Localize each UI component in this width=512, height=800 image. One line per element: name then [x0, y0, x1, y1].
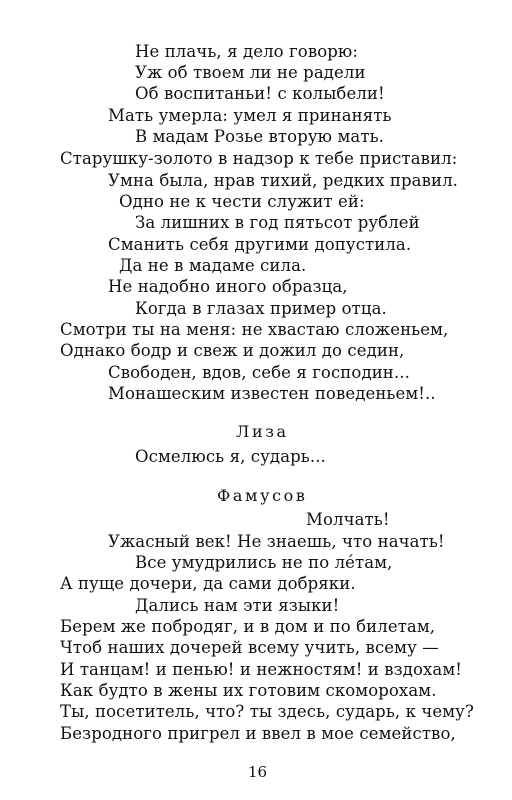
verse-line: Не плачь, я дело говорю:	[135, 41, 359, 61]
speaker-name: Лиза	[236, 422, 289, 442]
verse-line: Все умудрились не по лéтам,	[135, 552, 393, 572]
verse-line: Чтоб наших дочерей всему учить, всему —	[60, 638, 439, 658]
verse-line: Об воспитаньи! с колыбели!	[135, 84, 385, 104]
verse-line: В мадам Розье вторую мать.	[135, 127, 385, 147]
verse-line: Смотри ты на меня: не хвастаю сложеньем,	[60, 320, 449, 339]
verse-line: Ты, посетитель, что? ты здесь, сударь, к чему?	[60, 702, 474, 722]
verse-line: Мать умерла: умел я принанять	[108, 105, 392, 125]
verse-line: Когда в глазах пример отца.	[135, 298, 387, 318]
verse-line: Сманить себя другими допустила.	[108, 234, 412, 254]
verse-line: Дались нам эти языки!	[135, 595, 340, 615]
verse-line: Одно не к чести служит ей:	[119, 192, 365, 211]
verse-line: Не надобно иного образца,	[108, 277, 348, 297]
verse-line: А пуще дочери, да сами добряки.	[60, 574, 356, 594]
page-number: 16	[248, 762, 268, 781]
verse-line: Берем же побродяг, и в дом и по билетам,	[60, 616, 436, 636]
verse-line: Как будто в жены их готовим скоморохам.	[60, 680, 437, 700]
verse-line: Безродного пригрел и ввел в мое семейство,	[60, 723, 456, 743]
verse-line: Уж об твоем ли не радели	[135, 63, 366, 83]
verse-line: Однако бодр и свеж и дожил до седин,	[60, 341, 405, 361]
verse-line: Свободен, вдов, себе я господин...	[108, 362, 410, 382]
verse-line: За лишних в год пятьсот рублей	[135, 213, 420, 233]
verse-line: И танцам! и пенью! и нежностям! и вздохам!	[60, 659, 463, 679]
verse-line: Старушку-золото в надзор к тебе приставил:	[60, 149, 458, 169]
verse-line: Монашеским известен поведеньем!..	[108, 384, 436, 403]
verse-line: Умна была, нрав тихий, редких правил.	[108, 170, 459, 190]
verse-line: Да не в мадаме сила.	[119, 256, 307, 275]
verse-line: Осмелюсь я, сударь...	[135, 447, 326, 467]
verse-line: Молчать!	[306, 510, 390, 530]
verse-line: Ужасный век! Не знаешь, что начать!	[108, 531, 445, 551]
speaker-name: Фамусов	[217, 486, 308, 506]
